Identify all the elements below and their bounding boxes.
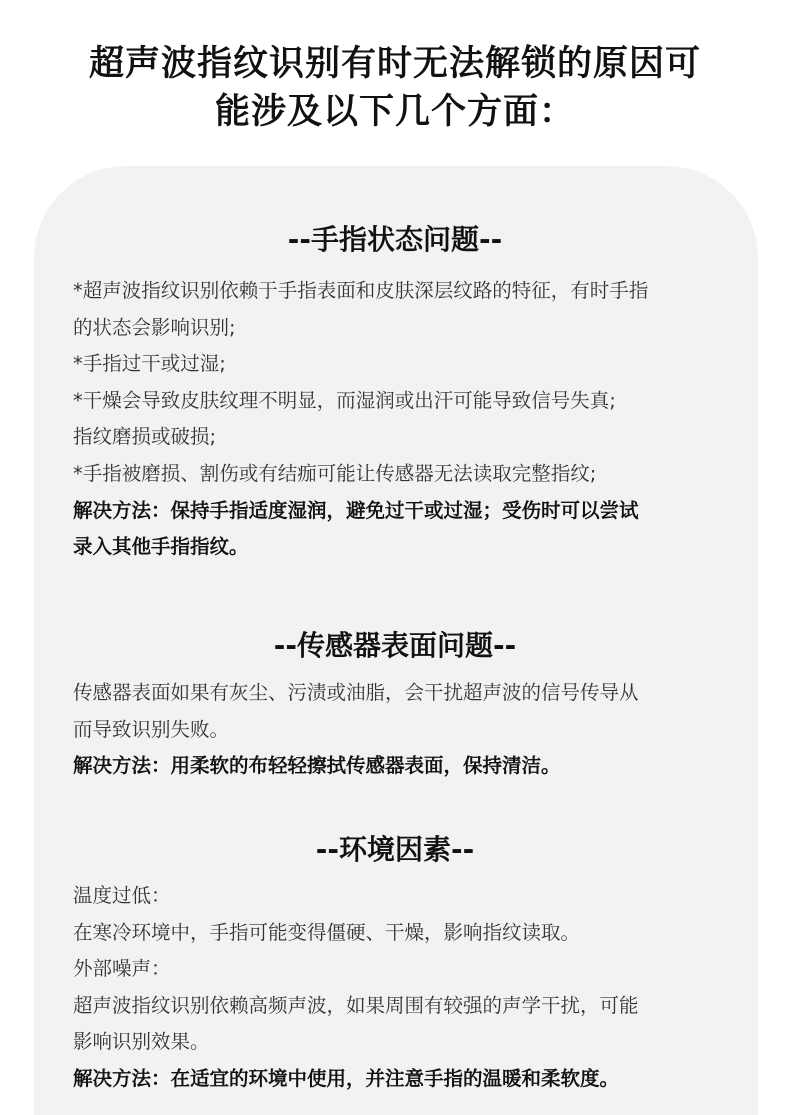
section-heading-finger-state: --手指状态问题--: [287, 223, 503, 256]
body-line: 指纹磨损或破损;: [73, 425, 217, 449]
body-line: 外部噪声：: [73, 957, 171, 981]
body-line: *手指被磨损、割伤或有结痂可能让传感器无法读取完整指纹;: [73, 461, 597, 485]
body-line: 超声波指纹识别依赖高频声波，如果周围有较强的声学干扰，可能: [73, 993, 639, 1017]
body-line: 而导致识别失败。: [73, 717, 230, 741]
solution-line: 录入其他手指指纹。: [73, 535, 249, 559]
body-line: 影响识别效果。: [73, 1030, 210, 1054]
body-line: 在寒冷环境中，手指可能变得僵硬、干燥，影响指纹读取。: [73, 920, 581, 944]
page-title: [0, 40, 790, 136]
body-line: 传感器表面如果有灰尘、污渍或油脂，会干扰超声波的信号传导从: [73, 681, 639, 704]
section-body-environment: [73, 878, 723, 1098]
solution-line: 解决方法：保持手指适度湿润，避免过干或过湿；受伤时可以尝试: [73, 498, 639, 522]
body-line: *干燥会导致皮肤纹理不明显，而湿润或出汗可能导致信号失真;: [73, 388, 616, 412]
body-line: 的状态会影响识别;: [73, 315, 236, 339]
solution-line: 解决方法：用柔软的布轻轻擦拭传感器表面，保持清洁。: [73, 754, 561, 778]
section-body-finger-state: [73, 273, 723, 566]
body-line: 温度过低：: [73, 884, 171, 907]
section-heading-sensor-surface: --传感器表面问题--: [273, 629, 517, 662]
solution-line: 解决方法：在适宜的环境中使用，并注意手指的温暖和柔软度。: [73, 1066, 620, 1090]
body-line: *手指过干或过湿;: [73, 352, 226, 376]
title-line-1: 超声波指纹识别有时无法解锁的原因可: [88, 44, 701, 84]
section-heading-environment: --环境因素--: [315, 833, 475, 866]
body-line: *超声波指纹识别依赖于手指表面和皮肤深层纹路的特征，有时手指: [73, 279, 649, 302]
title-line-2: 能涉及以下几个方面：: [214, 92, 575, 132]
section-body-sensor-surface: [73, 675, 723, 785]
